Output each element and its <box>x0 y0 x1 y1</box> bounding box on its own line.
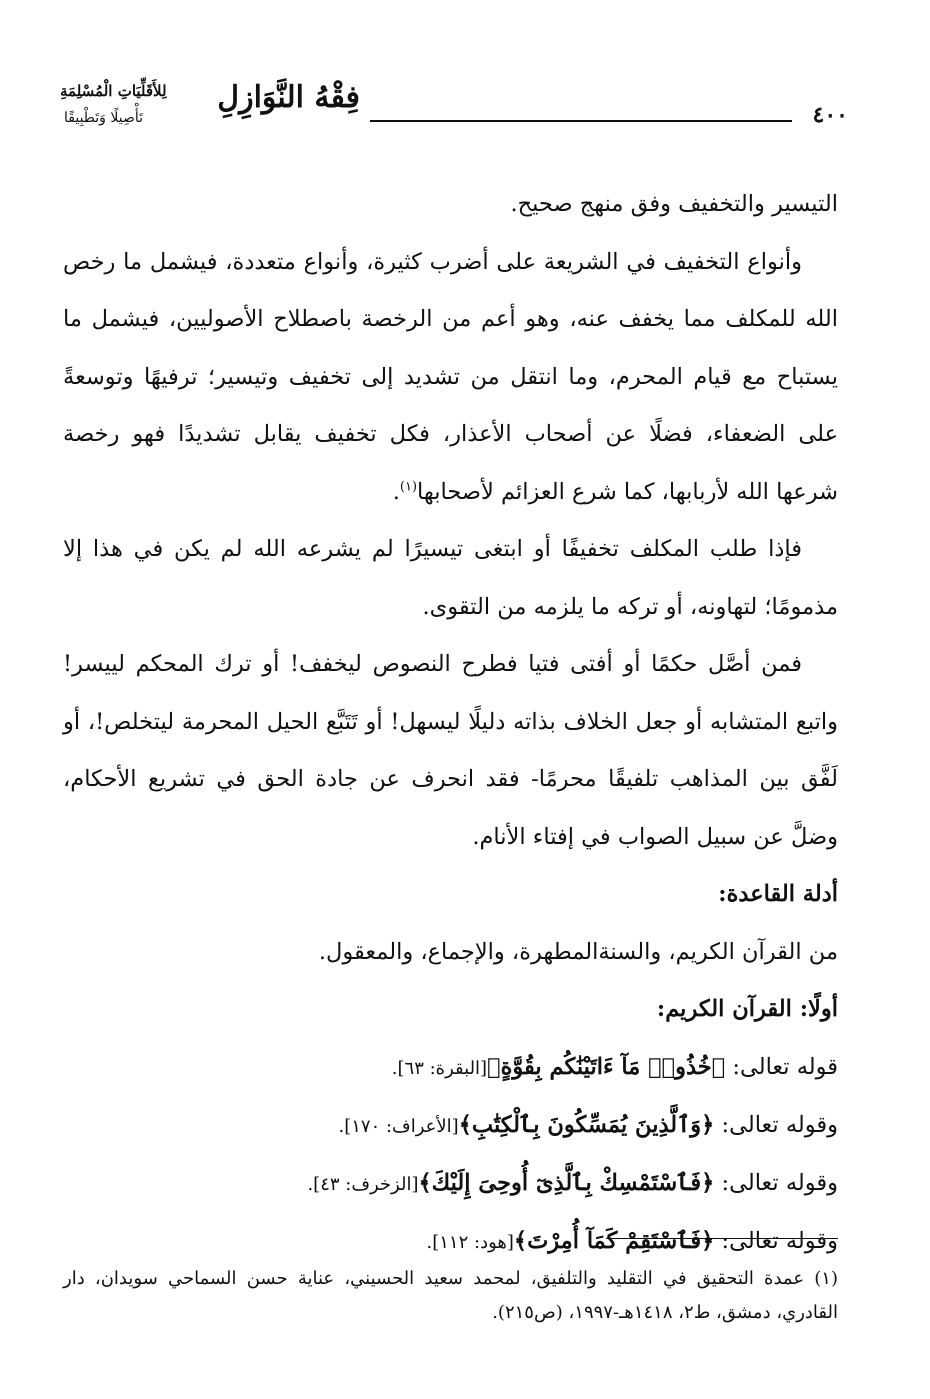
verse-reference: [هود: ١١٢]. <box>426 1231 514 1253</box>
paragraph-3: فإذا طلب المكلف تخفيفًا أو ابتغى تيسيرًا لم يشرعه الله لم يكن في هذا إلا مذمومًا؛ لتهاونه، أو تركه ما يلزمه من التقوى. <box>63 536 838 620</box>
verse-text: ﴿فَٱسْتَمْسِكْ بِٱلَّذِىٓ أُوحِىَ إِلَيْكَ﴾ <box>418 1169 715 1196</box>
verse-reference: [الأعراف: ١٧٠]. <box>338 1115 459 1137</box>
verse-text: ﴿خُذُوا۟ مَآ ءَاتَيْنَٰكُم بِقُوَّةٍ﴾ <box>487 1053 726 1080</box>
verse-reference: [البقرة: ٦٣]. <box>391 1057 488 1079</box>
footnote-marker: (١) <box>399 479 418 494</box>
footnotes <box>63 1262 838 1330</box>
verse-text: ﴿فَٱسْتَقِمْ كَمَآ أُمِرْتَ﴾ <box>513 1227 715 1254</box>
heading-evidence: أدلة القاعدة: <box>718 881 838 907</box>
footnote-rule <box>606 1238 838 1239</box>
verse-intro: وقوله تعالى: <box>714 1169 838 1196</box>
header-rule <box>370 120 792 122</box>
paragraph-2-end: . <box>392 478 400 505</box>
footnote-1: (١) عمدة التحقيق في التقليد والتلفيق، لمحمد سعيد الحسيني، عناية حسن السماحي سويدان، دار القادري، دمشق، ط٢، ١٤١٨هـ-١٩٩٧، (ص٢١٥). <box>63 1268 838 1323</box>
verse-intro: وقوله تعالى: <box>714 1227 838 1254</box>
verse-text: ﴿وَٱلَّذِينَ يُمَسِّكُونَ بِٱلْكِتَٰبِ﴾ <box>458 1111 715 1138</box>
paragraph-2-text: وأنواع التخفيف في الشريعة على أضرب كثيرة، وأنواع متعددة، فيشمل ما رخص الله للمكلف مما يخفف عنه، وهو أعم من الرخصة باصطلاح الأصوليين، فيشمل ما يستباح مع قيام المحرم، وما انتقل من تشديد إلى تخفيف وتيسير؛ ترفيهًا وتوسعةً على الضعفاء، فضلًا عن أصحاب الأعذار، فكل تخفيف يقابل تشديدًا فهو رخصة شرعها الله لأربابها، كما شرع العزائم لأصحابها <box>63 248 838 505</box>
book-title-main: فِقْهُ النَّوَازِلِ <box>217 80 360 115</box>
main-text <box>63 176 838 1271</box>
evidence-sources: من القرآن الكريم، والسنةالمطهرة، والإجماع، والمعقول. <box>318 938 838 965</box>
running-header <box>60 72 848 152</box>
paragraph-4: فمن أصَّل حكمًا أو أفتى فتيا فطرح النصوص ليخفف! أو ترك المحكم لييسر! واتبع المتشابه أو جعل الخلاف بذاته دليلًا ليسهل! أو تَتَبَّع الحيل المحرمة ليتخلص!، أو لَفَّق بين المذاهب تلفيقًا محرمًا- فقد انحرف عن جادة الحق في تشريع الأحكام، وضلَّ عن سبيل الصواب في إفتاء الأنام. <box>63 651 838 850</box>
verse-line <box>63 1097 838 1155</box>
book-title-upper: لِلأَقَلِّيَاتِ الْمُسْلِمَةِ <box>60 82 167 100</box>
verse-reference: [الزخرف: ٤٣]. <box>307 1173 419 1195</box>
verse-line <box>63 1155 838 1213</box>
verse-intro: قوله تعالى: <box>725 1053 838 1080</box>
book-title-logo <box>60 72 360 148</box>
verse-line <box>63 1039 838 1097</box>
book-title-lower: تَأْصِيلًا وَتَطْبِيقًا <box>64 110 144 126</box>
page-number: ٤٠٠ <box>812 102 848 128</box>
heading-quran: أولًا: القرآن الكريم: <box>656 996 838 1022</box>
paragraph-1: التيسير والتخفيف وفق منهج صحيح. <box>510 191 838 217</box>
paragraph-2 <box>63 234 838 522</box>
verse-intro: وقوله تعالى: <box>714 1111 838 1138</box>
